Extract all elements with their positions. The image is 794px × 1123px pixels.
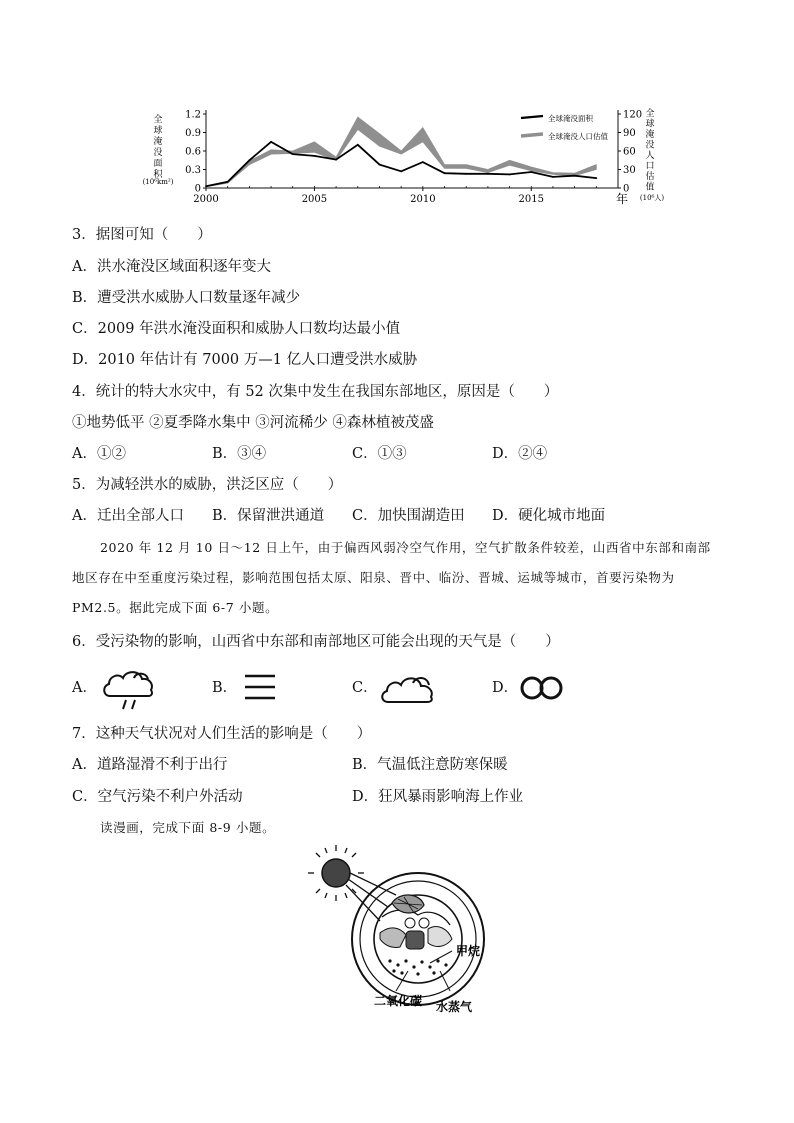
q6-option-a[interactable]: A． [72, 680, 97, 696]
svg-text:全球淹没面积: 全球淹没面积 [153, 115, 163, 180]
right-axis-unit: (10⁶人) [639, 194, 665, 202]
q5-option-a[interactable]: A．迁出全部人口 [72, 508, 184, 524]
area-point [530, 171, 532, 173]
left-tick-label: 0.6 [185, 146, 201, 158]
q6-option-d[interactable]: D． [492, 680, 519, 696]
area-point [465, 173, 467, 175]
area-point [595, 177, 597, 179]
label-vapor: 水蒸气 [436, 1000, 473, 1013]
q7-stem: 7．这种天气状况对人们生活的影响是（ ） [72, 726, 372, 742]
area-point [487, 173, 489, 175]
x-tick-label: 2015 [518, 194, 544, 205]
right-tick-label: 60 [623, 146, 636, 158]
left-tick-label: 0.9 [185, 128, 201, 139]
flood-chart [140, 100, 670, 208]
q7-option-b[interactable]: B．气温低注意防寒保暖 [352, 757, 508, 773]
passage-line-1: 2020 年 12 月 10 日～12 日上午，由于偏西风弱冷空气作用，空气扩散条件较差，山西省中东部和南部 [100, 540, 711, 555]
x-tick-label: 2000 [193, 194, 219, 205]
chart-legend [521, 113, 608, 141]
plot-area [185, 110, 642, 206]
q7-option-a[interactable]: A．道路湿滑不利于出行 [72, 757, 228, 773]
legend-area-label: 全球淹没面积 [548, 114, 593, 123]
area-point [444, 172, 446, 174]
greenhouse-cartoon [300, 843, 500, 1013]
q4-option-b[interactable]: B．③④ [212, 446, 267, 462]
q7-option-d[interactable]: D．狂风暴雨影响海上作业 [352, 789, 524, 805]
q4-items: ①地势低平 ②夏季降水集中 ③河流稀少 ④森林植被茂盛 [72, 415, 434, 431]
area-point [552, 176, 554, 178]
passage-line-2: 地区存在中至重度污染过程，影响范围包括太原、阳泉、晋中、临汾、晋城、运城等城市，首要污染物为 [72, 570, 675, 585]
haze-icon[interactable] [519, 675, 565, 701]
q3-option-a[interactable]: A．洪水淹没区域面积逐年变大 [72, 259, 271, 275]
area-point [574, 175, 576, 177]
left-tick-label: 0.3 [185, 165, 201, 176]
sun-icon [308, 845, 364, 901]
x-tick-label: 2010 [410, 194, 436, 205]
q4-option-c[interactable]: C．①③ [352, 446, 407, 462]
area-point [335, 159, 337, 161]
passage-line-3: PM2.5。据此完成下面 6-7 小题。 [72, 600, 279, 615]
q3-option-c[interactable]: C．2009 年洪水淹没面积和威胁人口数均达最小值 [72, 321, 401, 337]
q7-option-c[interactable]: C．空气污染不利户外活动 [72, 789, 243, 805]
q6-option-c[interactable]: C． [352, 680, 378, 696]
left-axis-label [153, 113, 163, 180]
left-tick-label: 0 [194, 183, 201, 195]
label-co2: 二氧化碳 [374, 994, 423, 1008]
area-point [379, 164, 381, 166]
right-tick-label: 0 [623, 183, 630, 195]
area-point [422, 161, 424, 163]
q5-stem: 5．为减轻洪水的威胁，洪泛区应（ ） [72, 477, 343, 493]
area-point [400, 170, 402, 172]
area-point [292, 153, 294, 155]
legend-area-swatch [521, 116, 543, 118]
q5-option-d[interactable]: D．硬化城市地面 [492, 508, 606, 524]
rain-cloud-icon[interactable] [100, 662, 158, 712]
x-tick-label: 2005 [301, 194, 328, 205]
right-tick-label: 90 [623, 128, 636, 139]
label-methane: 甲烷 [456, 944, 481, 958]
q6-option-b[interactable]: B． [212, 680, 238, 696]
q3-option-b[interactable]: B．遭受洪水威胁人口数量逐年减少 [72, 290, 301, 306]
fog-icon[interactable] [243, 672, 277, 702]
q4-option-a[interactable]: A．①② [72, 446, 126, 462]
area-point [227, 181, 229, 183]
q5-option-c[interactable]: C．加快围湖造田 [352, 508, 465, 524]
area-point [357, 144, 359, 146]
q6-stem: 6．受污染物的影响，山西省中东部和南部地区可能会出现的天气是（ ） [72, 634, 560, 650]
right-tick-label: 120 [623, 109, 643, 121]
area-series-line [206, 142, 596, 186]
svg-text:全球淹没人口估值: 全球淹没人口估值 [645, 109, 655, 193]
left-tick-label: 1.2 [185, 109, 201, 121]
x-axis-label: 年 [616, 192, 629, 206]
right-axis-label [645, 107, 654, 193]
area-point [248, 159, 250, 161]
q4-stem: 4．统计的特大水灾中，有 52 次集中发生在我国东部地区，原因是（ ） [72, 384, 559, 400]
cloudy-icon[interactable] [378, 668, 440, 708]
area-point [509, 174, 511, 176]
q4-option-d[interactable]: D．②④ [492, 446, 548, 462]
legend-population-swatch [521, 134, 543, 136]
area-point [270, 141, 272, 143]
left-axis-unit: (10⁶km²) [142, 178, 174, 186]
right-tick-label: 30 [623, 165, 636, 176]
population-band [206, 117, 596, 187]
area-point [205, 185, 207, 187]
q3-stem: 3．据图可知（ ） [72, 227, 212, 243]
q5-option-b[interactable]: B．保留泄洪通道 [212, 508, 325, 524]
q3-option-d[interactable]: D．2010 年估计有 7000 万—1 亿人口遭受洪水威胁 [72, 352, 418, 368]
area-point [314, 155, 316, 157]
cartoon-intro: 读漫画，完成下面 8-9 小题。 [100, 820, 276, 835]
legend-population-label: 全球淹没人口估值 [548, 132, 608, 141]
